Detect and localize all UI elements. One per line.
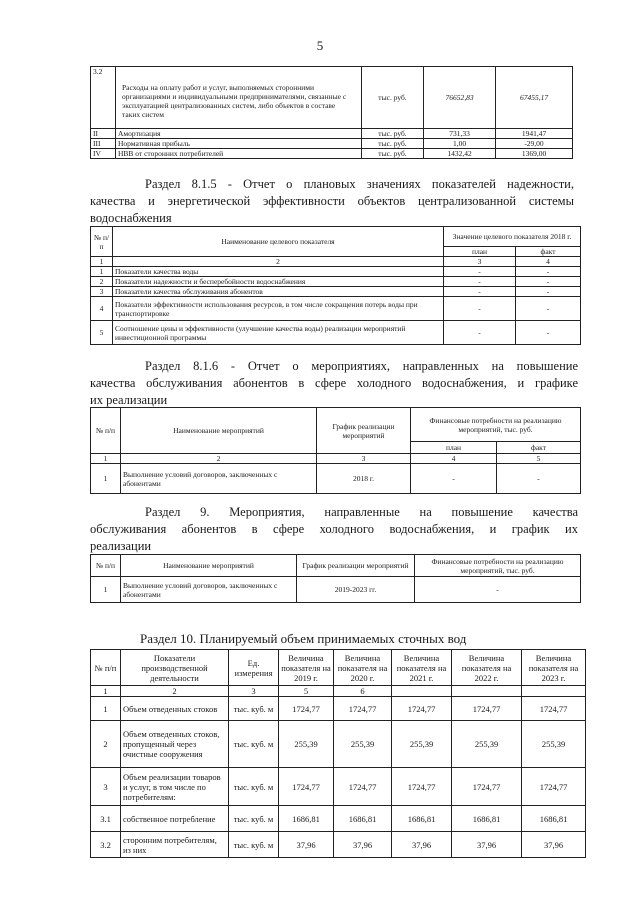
value-cell: 1724,77 <box>334 697 392 721</box>
value-cell: 1724,77 <box>452 768 522 806</box>
header-fact: факт <box>516 247 581 257</box>
heading-line: реализации <box>90 539 152 553</box>
row-fact: - <box>516 321 581 345</box>
row-fact: - <box>516 267 581 277</box>
row-name: Показатели надежности и бесперебойности водоснабжения <box>113 277 444 287</box>
row-number: II <box>91 129 116 139</box>
value-cell: 1686,81 <box>334 806 392 832</box>
header-indicator: Показатели производственной деятельности <box>121 650 229 686</box>
row-name: Показатели качества воды <box>113 267 444 277</box>
num-cell: 6 <box>334 686 392 697</box>
header-2022: Величина показателя на 2022 г. <box>452 650 522 686</box>
row-number: 1 <box>91 697 121 721</box>
row-number: III <box>91 139 116 149</box>
row-unit: тыс. куб. м <box>229 697 279 721</box>
num-cell: 3 <box>317 454 411 464</box>
header-name: Наименование целевого показателя <box>113 227 444 257</box>
heading-line: водоснабжения <box>90 211 172 225</box>
row-name: Показатели эффективности использования ресурсов, в том числе сокращения потерь воды при транспортировке <box>113 297 444 321</box>
header-2021: Величина показателя на 2021 г. <box>392 650 452 686</box>
table-row <box>91 697 586 721</box>
table-row <box>91 267 581 277</box>
heading-line: Раздел 9. Мероприятия, направленные на повышение качества <box>145 505 578 519</box>
row-number: 4 <box>91 297 113 321</box>
row-name: Объем отведенных стоков, пропущенный через очистные сооружения <box>121 721 229 768</box>
num-cell: 4 <box>411 454 497 464</box>
table-row <box>91 139 573 149</box>
row-name: Соотношение цены и эффективности (улучшение качества воды) реализации мероприятий инвестиционной программы <box>113 321 444 345</box>
row-name: Объем отведенных стоков <box>121 697 229 721</box>
num-cell <box>392 686 452 697</box>
row-number: IV <box>91 149 116 159</box>
table-row <box>91 129 573 139</box>
table-row <box>91 464 581 494</box>
num-cell <box>452 686 522 697</box>
value-cell: 37,96 <box>279 832 334 858</box>
targets-table <box>90 226 581 345</box>
header-no: № п/п <box>91 650 121 686</box>
header-2020: Величина показателя на 2020 г. <box>334 650 392 686</box>
page-number: 5 <box>316 38 324 53</box>
table-row <box>91 287 581 297</box>
table-row <box>91 577 581 603</box>
row-number: 3.2 <box>91 832 121 858</box>
heading-line: Раздел 8.1.5 - Отчет о плановых значениях показателей надежности, <box>145 177 574 191</box>
heading-line: Раздел 8.1.6 - Отчет о мероприятиях, направленных на повышение <box>145 359 578 373</box>
header-name: Наименование мероприятий <box>121 555 297 577</box>
num-cell: 5 <box>279 686 334 697</box>
num-cell: 2 <box>113 257 444 267</box>
row-plan: 731,33 <box>424 129 496 139</box>
row-name: Показатели качества обслуживания абонентов <box>113 287 444 297</box>
num-cell: 2 <box>121 686 229 697</box>
row-schedule: 2019-2023 гг. <box>297 577 415 603</box>
row-name: Нормативная прибыль <box>116 139 362 149</box>
header-plan: план <box>444 247 516 257</box>
num-cell: 5 <box>497 454 581 464</box>
row-name: Выполнение условий договоров, заключенных с абонентами <box>121 577 297 603</box>
row-plan: 1432,42 <box>424 149 496 159</box>
header-2023: Величина показателя на 2023 г. <box>522 650 586 686</box>
table-row <box>91 721 586 768</box>
header-schedule: График реализации мероприятий <box>297 555 415 577</box>
heading-line: обслуживания абонентов в сфере холодного водоснабжения, и график их <box>90 522 578 536</box>
value-cell: 1686,81 <box>392 806 452 832</box>
header-no: № п/п <box>91 408 121 454</box>
row-number: 1 <box>91 464 121 494</box>
section-9-heading <box>90 504 578 555</box>
value-cell: 37,96 <box>522 832 586 858</box>
row-plan: - <box>444 277 516 287</box>
row-plan: 1,00 <box>424 139 496 149</box>
row-fact: 1369,00 <box>496 149 573 159</box>
header-value: Значение целевого показателя 2018 г. <box>444 227 581 247</box>
row-name: Выполнение условий договоров, заключенных с абонентами <box>121 464 317 494</box>
plan-measures-table <box>90 554 581 603</box>
header-schedule: График реализации мероприятий <box>317 408 411 454</box>
table-row <box>91 806 586 832</box>
num-cell <box>522 686 586 697</box>
header-2019: Величина показателя на 2019 г. <box>279 650 334 686</box>
row-unit: тыс. руб. <box>362 139 424 149</box>
value-cell: 255,39 <box>334 721 392 768</box>
row-number: 3 <box>91 768 121 806</box>
value-cell: 1724,77 <box>452 697 522 721</box>
value-cell: 255,39 <box>522 721 586 768</box>
row-unit: тыс. руб. <box>362 67 424 129</box>
value-cell: 1724,77 <box>334 768 392 806</box>
row-fact: 67455,17 <box>496 67 573 129</box>
row-number: 5 <box>91 321 113 345</box>
header-name: Наименование мероприятий <box>121 408 317 454</box>
num-cell: 1 <box>91 454 121 464</box>
row-number: 3 <box>91 287 113 297</box>
value-cell: 1724,77 <box>392 697 452 721</box>
row-plan: - <box>444 287 516 297</box>
row-fact: - <box>516 287 581 297</box>
num-cell: 2 <box>121 454 317 464</box>
row-fact: -29,00 <box>496 139 573 149</box>
table-row <box>91 768 586 806</box>
section-10-heading: Раздел 10. Планируемый объем принимаемых сточных вод <box>140 631 467 646</box>
num-cell: 1 <box>91 686 121 697</box>
row-number: 1 <box>91 577 121 603</box>
row-number: 3.1 <box>91 806 121 832</box>
header-unit: Ед. измерения <box>229 650 279 686</box>
row-unit: тыс. куб. м <box>229 806 279 832</box>
heading-line: их реализации <box>90 393 168 407</box>
header-no: № п/п <box>91 227 113 257</box>
value-cell: 37,96 <box>392 832 452 858</box>
table-row <box>91 149 573 159</box>
table-row <box>91 67 573 129</box>
row-unit: тыс. руб. <box>362 149 424 159</box>
header-plan: план <box>411 442 497 454</box>
row-fact: - <box>497 464 581 494</box>
row-name: НВВ от сторонних потребителей <box>116 149 362 159</box>
row-unit: тыс. куб. м <box>229 832 279 858</box>
value-cell: 1686,81 <box>452 806 522 832</box>
value-cell: 1724,77 <box>279 697 334 721</box>
row-name: сторонним потребителям, из них <box>121 832 229 858</box>
row-number: 2 <box>91 277 113 287</box>
row-plan: 76652,83 <box>424 67 496 129</box>
wastewater-table <box>90 649 586 858</box>
header-finance: Финансовые потребности на реализацию мероприятий, тыс. руб. <box>411 408 581 442</box>
row-name: Амортизация <box>116 129 362 139</box>
value-cell: 1724,77 <box>522 768 586 806</box>
row-number: 3.2 <box>91 67 116 129</box>
value-cell: 1724,77 <box>279 768 334 806</box>
header-no: № п/п <box>91 555 121 577</box>
table-row <box>91 832 586 858</box>
header-finance: Финансовые потребности на реализацию мероприятий, тыс. руб. <box>415 555 581 577</box>
table-row <box>91 321 581 345</box>
heading-line: качества обслуживания абонентов в сфере холодного водоснабжения, и графике <box>90 376 578 390</box>
row-unit: тыс. куб. м <box>229 768 279 806</box>
row-plan: - <box>444 297 516 321</box>
row-unit: тыс. куб. м <box>229 721 279 768</box>
row-unit: тыс. руб. <box>362 129 424 139</box>
cost-table <box>90 66 573 159</box>
table-row <box>91 297 581 321</box>
value-cell: 255,39 <box>279 721 334 768</box>
value-cell: 255,39 <box>392 721 452 768</box>
section-815-heading <box>90 176 574 227</box>
value-cell: 1686,81 <box>279 806 334 832</box>
row-plan: - <box>411 464 497 494</box>
value-cell: 255,39 <box>452 721 522 768</box>
row-number: 1 <box>91 267 113 277</box>
value-cell: 1724,77 <box>392 768 452 806</box>
header-fact: факт <box>497 442 581 454</box>
row-number: 2 <box>91 721 121 768</box>
row-fact: - <box>516 277 581 287</box>
value-cell: 1724,77 <box>522 697 586 721</box>
value-cell: 37,96 <box>334 832 392 858</box>
num-cell: 1 <box>91 257 113 267</box>
row-fact: 1941,47 <box>496 129 573 139</box>
value-cell: 37,96 <box>452 832 522 858</box>
row-plan: - <box>444 321 516 345</box>
row-name: Объем реализации товаров и услуг, в том числе по потребителям: <box>121 768 229 806</box>
row-name: собственное потребление <box>121 806 229 832</box>
section-816-heading <box>90 358 578 409</box>
measures-table <box>90 407 581 494</box>
row-schedule: 2018 г. <box>317 464 411 494</box>
num-cell: 3 <box>229 686 279 697</box>
heading-line: качества и энергетической эффективности объектов централизованной системы <box>90 194 574 208</box>
row-fact: - <box>516 297 581 321</box>
table-row <box>91 277 581 287</box>
num-cell: 3 <box>444 257 516 267</box>
value-cell: 1686,81 <box>522 806 586 832</box>
row-finance: - <box>415 577 581 603</box>
row-plan: - <box>444 267 516 277</box>
row-name: Расходы на оплату работ и услуг, выполняемых сторонними организациями и индивидуальными предпринимателями, связанные с эксплуатацией централизованных систем, либо объектов в составе таких систем <box>116 67 362 129</box>
num-cell: 4 <box>516 257 581 267</box>
